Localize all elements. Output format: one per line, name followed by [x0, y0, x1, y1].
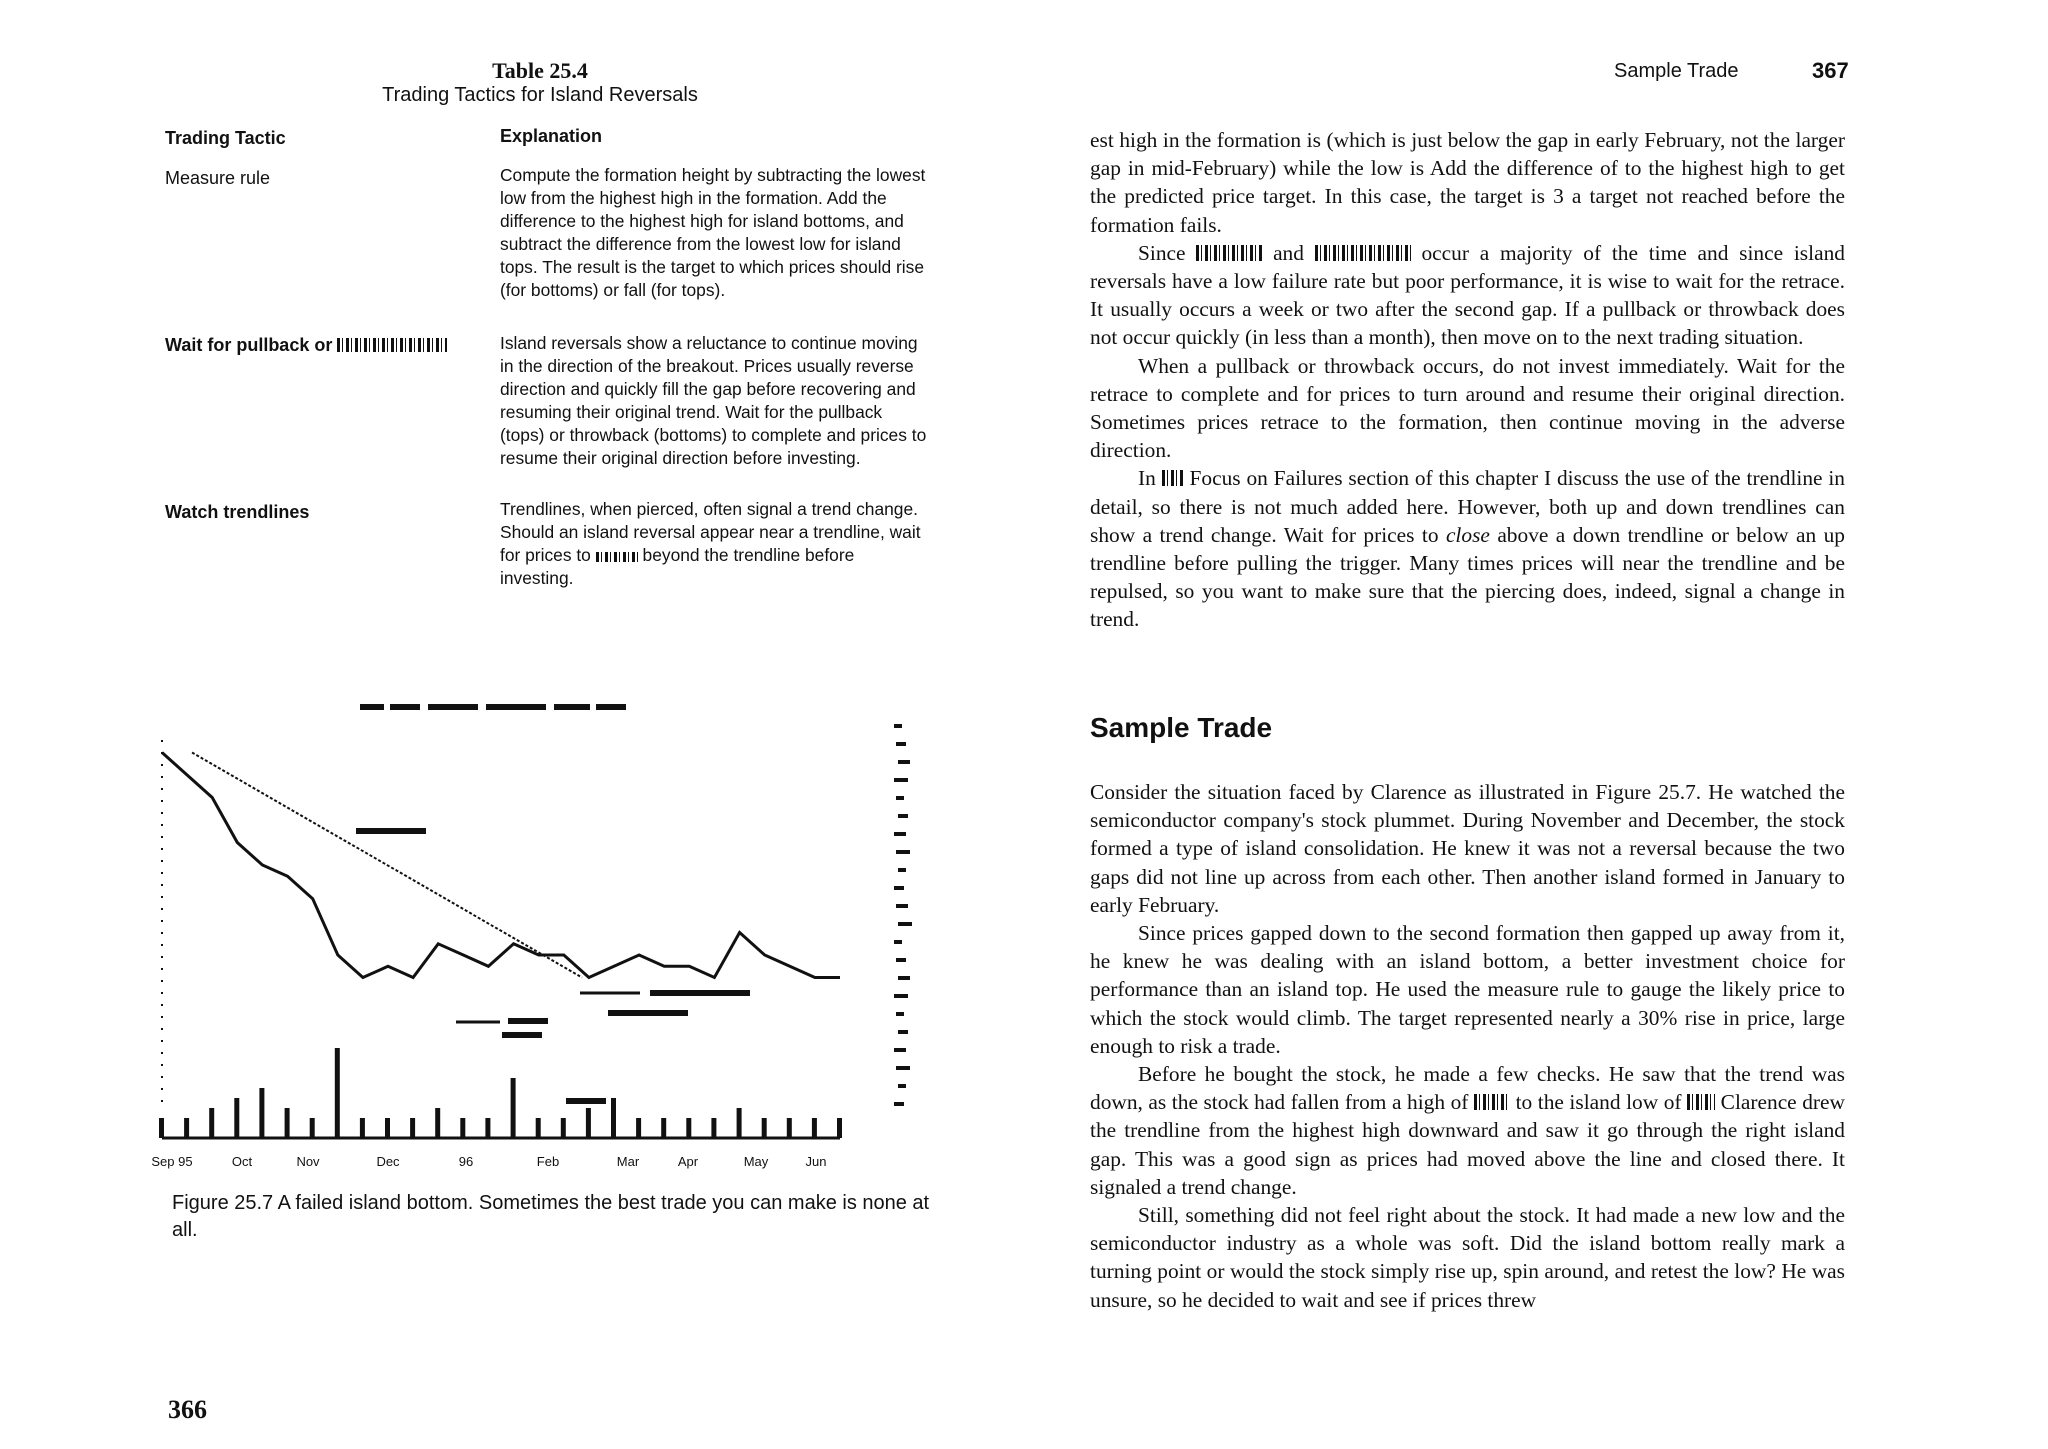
- volume-bar: [335, 1048, 340, 1138]
- x-tick-label: Jun: [805, 1154, 827, 1169]
- x-tick-label: Nov: [296, 1154, 320, 1169]
- paragraph-7-b: to the island low of: [1515, 1090, 1682, 1115]
- paragraph-1: est high in the formation is (which is just below the gap in early February, not the larger gap in mid-February) while the low is Add the difference of to the highest high to get the predicted price target. In this case, the target is 3 a target not reached before the formation fails.: [1090, 128, 1845, 237]
- volume-bar: [661, 1118, 666, 1138]
- right-axis-tick-mark: [898, 868, 906, 872]
- explanation-watch-trendlines-b: beyond the trendline before investing.: [500, 545, 855, 588]
- table-number: Table 25.4: [492, 58, 588, 83]
- right-axis-tick-mark: [894, 994, 908, 998]
- right-axis-tick-mark: [896, 796, 904, 800]
- right-axis-tick-mark: [894, 724, 902, 728]
- right-axis-tick-mark: [894, 886, 904, 890]
- right-axis-tick-mark: [898, 814, 908, 818]
- right-axis-tick-mark: [896, 1066, 910, 1070]
- x-tick-label: Oct: [231, 1154, 253, 1169]
- volume-bar: [485, 1118, 490, 1138]
- right-axis-tick-mark: [894, 778, 908, 782]
- garbled-text-mark: [1474, 1094, 1510, 1110]
- paragraph-8: Still, something did not feel right about the stock. It had made a new low and the semiconductor industry as a whole was soft. Did the island bottom really mark a turning point or would the stock simply rise up, spin around, and retest the low? He was unsure, so he decided to wait and see if prices threw: [1090, 1203, 1845, 1312]
- tactic-wait-pullback-label: Wait for pullback or: [165, 335, 333, 355]
- right-axis-tick-mark: [898, 922, 912, 926]
- volume-bar: [435, 1108, 440, 1138]
- volume-bar: [410, 1118, 415, 1138]
- volume-bar: [586, 1108, 591, 1138]
- volume-bar: [561, 1118, 566, 1138]
- chart-title-garbled: [360, 704, 626, 710]
- x-tick-label: Apr: [677, 1154, 699, 1169]
- x-tick-label: Feb: [536, 1154, 560, 1169]
- right-axis-tick-mark: [896, 958, 906, 962]
- table-title: Trading Tactics for Island Reversals: [382, 84, 698, 106]
- volume-bar: [310, 1118, 315, 1138]
- chart-background: [150, 690, 950, 1180]
- paragraph-3: When a pullback or throwback occurs, do not invest immediately. Wait for the retrace to complete and for prices to turn around and resume their original direction. Sometimes prices retrace to the formation, then continue moving in the adverse direction.: [1090, 353, 1845, 463]
- right-axis-tick-mark: [894, 940, 902, 944]
- right-axis-tick-mark: [896, 850, 910, 854]
- volume-bar: [686, 1118, 691, 1138]
- running-title: Sample Trade: [1614, 60, 1739, 82]
- paragraph-4: [1090, 464, 1845, 633]
- explanation-measure-rule: Compute the formation height by subtracting the lowest low from the highest high in the formation. Add the difference to the highest high for island bottoms, and subtract the difference from the lowest low for island tops. The result is the target to which prices should rise (for bottoms) or fall (for tops).: [500, 165, 926, 300]
- volume-bar: [536, 1118, 541, 1138]
- figure-caption: Figure 25.7 A failed island bottom. Sometimes the best trade you can make is none at all.: [172, 1192, 930, 1241]
- garbled-text-mark: [596, 552, 638, 562]
- paragraph-2-b: and: [1273, 240, 1304, 265]
- page-number-left: 366: [168, 1395, 207, 1424]
- explanation-wait-pullback: Island reversals show a reluctance to continue moving in the direction of the breakout. Prices usually reverse direction and quickly fill the gap before recovering and resuming their original trend. Wait for the pullback (tops) or throwback (bottoms) to complete and prices to resume their original direction before investing.: [500, 333, 927, 468]
- garbled-text-mark: [1196, 245, 1262, 261]
- volume-bar: [159, 1118, 164, 1138]
- volume-bar: [762, 1118, 767, 1138]
- volume-bar: [611, 1098, 616, 1138]
- garbled-text-mark: [1315, 245, 1411, 261]
- paragraph-4-emphasis: close: [1445, 522, 1490, 547]
- garbled-text-mark: [337, 338, 447, 352]
- garbled-text-mark: [1162, 470, 1184, 486]
- volume-bar: [285, 1108, 290, 1138]
- volume-bar: [209, 1108, 214, 1138]
- right-axis-tick-mark: [894, 832, 906, 836]
- paragraph-4-a: In: [1138, 466, 1156, 491]
- column-header-explanation: Explanation: [500, 126, 603, 146]
- right-axis-tick-mark: [898, 760, 910, 764]
- tactic-watch-trendlines: Watch trendlines: [165, 502, 310, 522]
- volume-bar: [812, 1118, 817, 1138]
- figure-chart: [150, 690, 950, 1180]
- paragraph-2: [1090, 239, 1845, 352]
- page-number-right: 367: [1812, 58, 1849, 83]
- x-tick-label: 96: [458, 1154, 474, 1169]
- paragraph-4-c: above a down trendline or below an up trendline before pulling the trigger. Many times prices will near the trendline and be repulsed, so you want to make sure that the piercing does, indeed, signal a change in trend.: [1090, 522, 1845, 632]
- volume-bar: [711, 1118, 716, 1138]
- explanation-watch-trendlines: [500, 498, 930, 590]
- section-heading: Sample Trade: [1090, 712, 1273, 743]
- volume-bar: [385, 1118, 390, 1138]
- paragraph-5: Consider the situation faced by Clarence as illustrated in Figure 25.7. He watched the semiconductor company's stock plummet. During November and December, the stock formed a type of island consolidation. He knew it was not a reversal because the two gaps did not line up across from each other. Then another island formed in January to early February.: [1090, 780, 1845, 917]
- tactic-measure-rule: Measure rule: [165, 168, 271, 188]
- volume-bar: [511, 1078, 516, 1138]
- x-tick-label: Dec: [376, 1154, 400, 1169]
- right-axis-tick-mark: [894, 1048, 906, 1052]
- right-axis-tick-mark: [896, 1012, 904, 1016]
- x-tick-label: Sep 95: [151, 1154, 193, 1169]
- volume-bar: [837, 1118, 842, 1138]
- right-axis-tick-mark: [898, 1030, 908, 1034]
- body-text-top: [1090, 126, 1845, 634]
- volume-bar: [360, 1118, 365, 1138]
- paragraph-2-c: occur a majority of the time and since island reversals have a low failure rate but poor performance, it is wise to wait for the retrace. It usually occurs a week or two after the second gap. If a pullback or throwback does not occur quickly (in less than a month), then move on to the next trading situation.: [1090, 240, 1845, 350]
- volume-bar: [636, 1118, 641, 1138]
- paragraph-7-a: Before he bought the stock, he made a few checks. He saw that the trend was down, as the stock had fallen from a high of: [1090, 1062, 1845, 1115]
- x-tick-label: May: [743, 1154, 769, 1169]
- right-axis-tick-mark: [896, 904, 908, 908]
- right-axis-tick-mark: [896, 742, 906, 746]
- volume-bar: [460, 1118, 465, 1138]
- paragraph-7: [1090, 1060, 1845, 1201]
- right-axis-tick-mark: [898, 976, 910, 980]
- paragraph-4-b: Focus on Failures section of this chapter I discuss the use of the trendline in detail, so there is not much added here. However, both up and down trendlines can show a trend change. Wait for prices to: [1090, 466, 1846, 547]
- garbled-text-mark: [1687, 1094, 1715, 1110]
- explanation-watch-trendlines-a: Trendlines, when pierced, often signal a trend change. Should an island reversal appear near a trendline, wait for prices to: [500, 499, 921, 565]
- right-axis-tick-mark: [894, 1102, 904, 1106]
- volume-bar: [259, 1088, 264, 1138]
- tactic-wait-pullback: [165, 335, 447, 356]
- volume-bar: [184, 1118, 189, 1138]
- right-axis-tick-mark: [898, 1084, 906, 1088]
- column-header-tactic: Trading Tactic: [165, 128, 286, 148]
- volume-bar: [787, 1118, 792, 1138]
- volume-bar: [234, 1098, 239, 1138]
- paragraph-7-c: Clarence drew the trendline from the highest high downward and saw it go through the right island gap. This was a good sign as prices had moved above the line and closed there. It signaled a trend change.: [1090, 1090, 1845, 1199]
- paragraph-6: Since prices gapped down to the second formation then gapped up away from it, he knew he was dealing with an island bottom, a better investment choice for performance than an island top. He used the measure rule to gauge the likely price to which the stock would climb. The target represented nearly a 30% rise in price, large enough to risk a trade.: [1090, 921, 1845, 1058]
- body-text-bottom: [1090, 778, 1845, 1314]
- paragraph-2-a: Since: [1138, 240, 1186, 265]
- volume-bar: [737, 1108, 742, 1138]
- x-tick-label: Mar: [616, 1154, 640, 1169]
